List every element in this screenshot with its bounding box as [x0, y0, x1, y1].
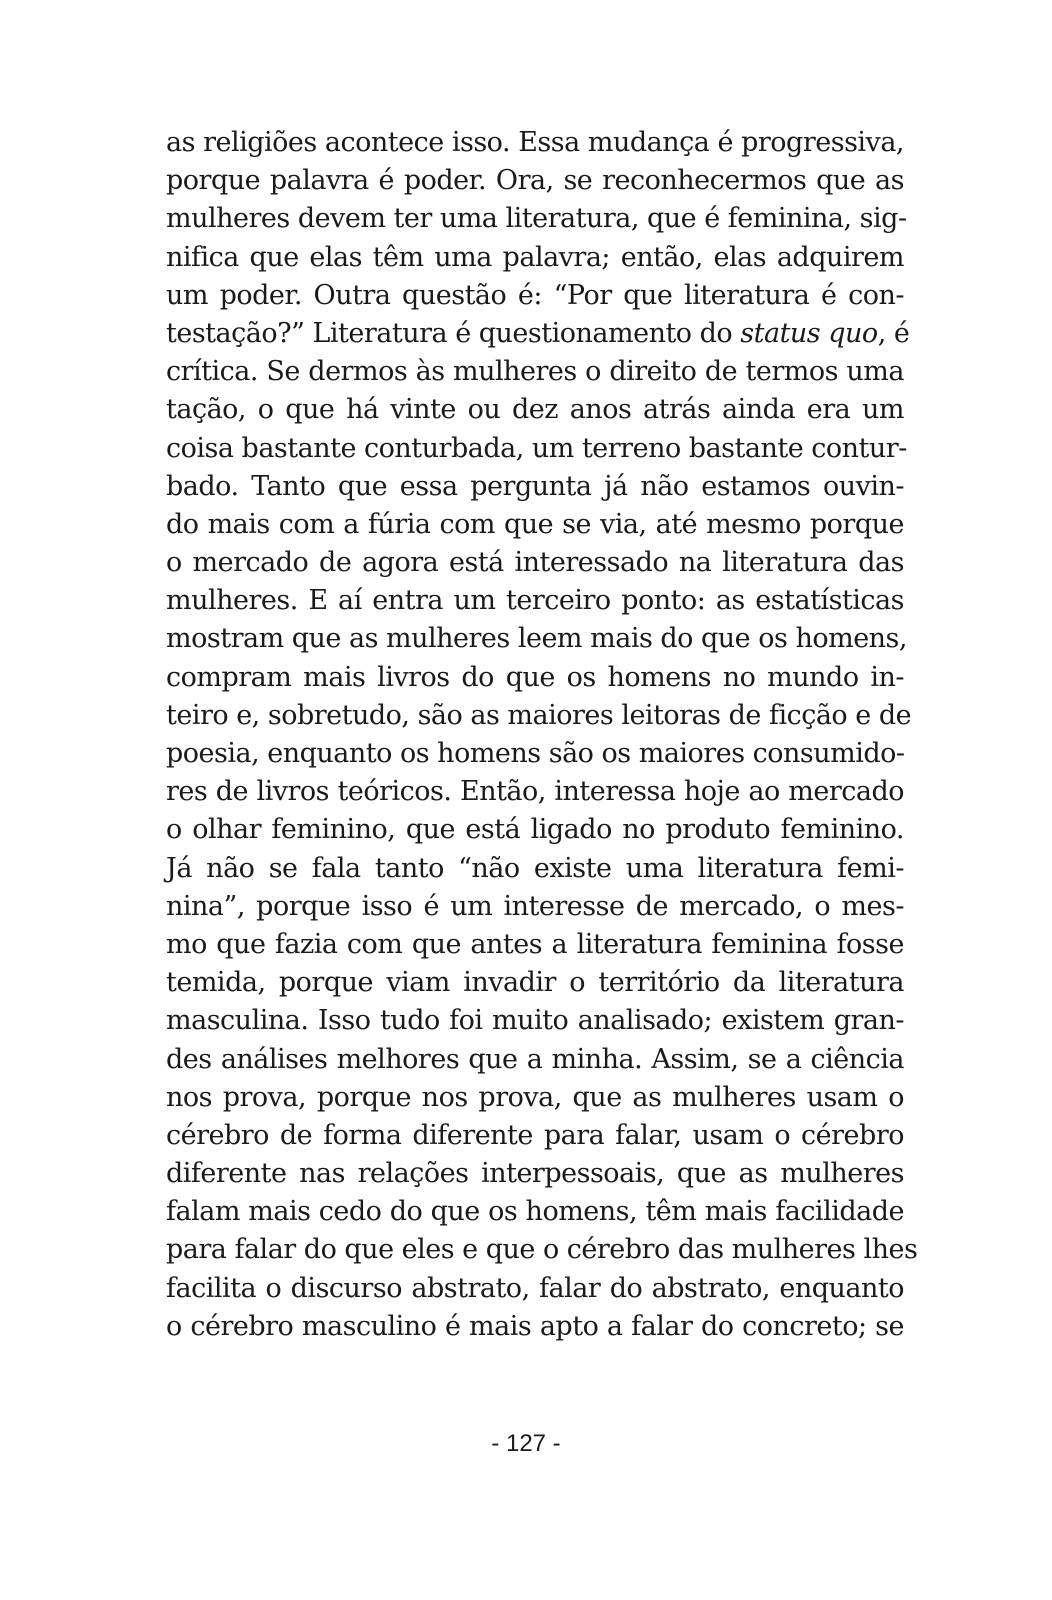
text-line: mulheres. E aí entra um terceiro ponto: as estatísticas [166, 585, 904, 617]
page-number: - 127 - [491, 1430, 561, 1457]
text-line: mostram que as mulheres leem mais do que os homens, [166, 623, 907, 655]
text-line: mo que fazia com que antes a literatura feminina fosse [166, 928, 904, 960]
text-line: falam mais cedo do que os homens, têm mais facilidade [166, 1196, 904, 1228]
text-line: bado. Tanto que essa pergunta já não estamos ouvin- [166, 470, 904, 502]
text-line: mulheres devem ter uma literatura, que é feminina, sig- [166, 203, 907, 235]
italic-term: status quo [740, 317, 878, 349]
text-line: coisa bastante conturbada, um terreno bastante contur- [166, 432, 907, 464]
text-run: testação?” Literatura é questionamento do [166, 317, 741, 349]
text-line: nos prova, porque nos prova, que as mulheres usam o [166, 1081, 904, 1113]
text-line: compram mais livros do que os homens no mundo in- [166, 661, 904, 693]
text-line: nina”, porque isso é um interesse de mercado, o mes- [166, 890, 904, 922]
text-line: Já não se fala tanto “não existe uma literatura femi- [166, 852, 904, 884]
text-line: cérebro de forma diferente para falar, usam o cérebro [166, 1119, 904, 1151]
text-line: para falar do que eles e que o cérebro das mulheres lhes [166, 1234, 918, 1266]
body-text [166, 124, 918, 1384]
text-line: crítica. Se dermos às mulheres o direito de termos uma [166, 356, 904, 388]
text-line: masculina. Isso tudo foi muito analisado; existem gran- [166, 1005, 904, 1037]
text-line: teiro e, sobretudo, são as maiores leitoras de ficção e de [166, 699, 912, 731]
text-line: o mercado de agora está interessado na literatura das [166, 547, 904, 579]
text-line: o olhar feminino, que está ligado no produto feminino. [166, 814, 904, 846]
text-line: porque palavra é poder. Ora, se reconhecermos que as [166, 165, 904, 197]
text-line: temida, porque viam invadir o território da literatura [166, 967, 904, 999]
text-line: des análises melhores que a minha. Assim, se a ciência [166, 1043, 904, 1075]
text-line: um poder. Outra questão é: “Por que literatura é con- [166, 279, 904, 311]
text-line: diferente nas relações interpessoais, que as mulheres [166, 1158, 904, 1190]
text-line-status-quo [166, 315, 910, 353]
text-line: do mais com a fúria com que se via, até mesmo porque [166, 508, 904, 540]
text-line: poesia, enquanto os homens são os maiores consumido- [166, 738, 905, 769]
text-line: o cérebro masculino é mais apto a falar do concreto; se [166, 1310, 904, 1342]
text-line: facilita o discurso abstrato, falar do abstrato, enquanto [166, 1272, 904, 1304]
text-run: , é [877, 317, 910, 349]
text-line: tação, o que há vinte ou dez anos atrás ainda era um [166, 394, 904, 426]
text-line [166, 1346, 904, 1384]
text-line: res de livros teóricos. Então, interessa hoje ao mercado [166, 776, 904, 808]
text-line: as religiões acontece isso. Essa mudança é progressiva, [166, 127, 904, 158]
text-line: nifica que elas têm uma palavra; então, elas adquirem [166, 241, 904, 273]
